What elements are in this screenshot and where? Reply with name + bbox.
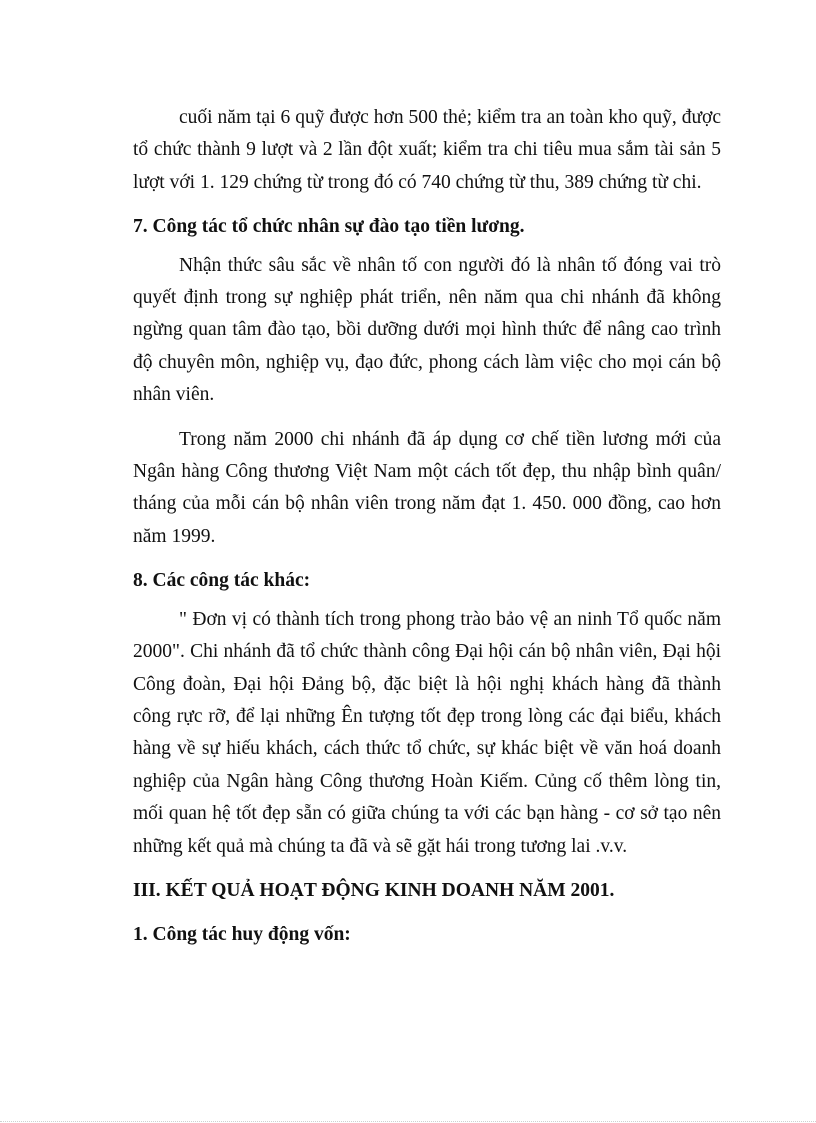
page-bottom-rule <box>0 1121 816 1122</box>
paragraph-other-activities: " Đơn vị có thành tích trong phong trào bảo vệ an ninh Tổ quốc năm 2000". Chi nhánh đã tổ chức thành công Đại hội cán bộ nhân viên, Đại hội Công đoàn, Đại hội Đảng bộ, đặc biệt là hội nghị khách hàng đã thành công rực rỡ, để lại những Ên tượng tốt đẹp trong lòng các đại biểu, khách hàng về sự hiếu khách, cách thức tổ chức, sự khác biệt về văn hoá doanh nghiệp của Ngân hàng Công thương Hoàn Kiếm. Củng cố thêm lòng tin, mối quan hệ tốt đẹp sẵn có giữa chúng ta với các bạn hàng - cơ sở tạo nên những kết quả mà chúng ta đã và sẽ gặt hái trong tương lai .v.v. <box>133 608 721 857</box>
paragraph-audit-summary: cuối năm tại 6 quỹ được hơn 500 thẻ; kiểm tra an toàn kho quỹ, được tổ chức thành 9 lượt và 2 lần đột xuất; kiểm tra chi tiêu mua sắm tài sản 5 lượt với 1. 129 chứng từ trong đó có 740 chứng từ thu, 389 chứng từ chi. <box>133 107 721 193</box>
heading-section-7: 7. Công tác tổ chức nhân sự đào tạo tiền lương. <box>133 216 525 238</box>
heading-subsection-1: 1. Công tác huy động vốn: <box>133 924 351 946</box>
paragraph-salary: Trong năm 2000 chi nhánh đã áp dụng cơ chế tiền lương mới của Ngân hàng Công thương Việt Nam một cách tốt đẹp, thu nhập bình quân/ tháng của mỗi cán bộ nhân viên trong năm đạt 1. 450. 000 đồng, cao hơn năm 1999. <box>133 428 721 547</box>
document-page <box>133 102 721 952</box>
heading-section-8: 8. Các công tác khác: <box>133 570 311 592</box>
paragraph-human-resources: Nhận thức sâu sắc về nhân tố con người đó là nhân tố đóng vai trò quyết định trong sự nghiệp phát triển, nên năm qua chi nhánh đã không ngừng quan tâm đào tạo, bồi dưỡng dưới mọi hình thức để nâng cao trình độ chuyên môn, nghiệp vụ, đạo đức, phong cách làm việc cho mọi cán bộ nhân viên. <box>133 254 721 406</box>
heading-section-iii: III. KẾT QUẢ HOẠT ĐỘNG KINH DOANH NĂM 2001. <box>133 879 615 901</box>
